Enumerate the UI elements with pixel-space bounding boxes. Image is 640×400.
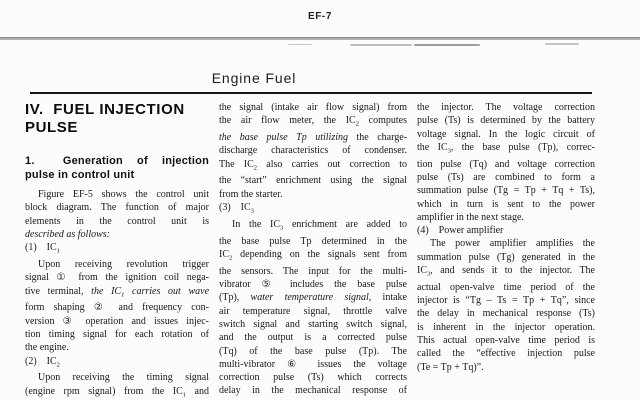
text-line: The $IC_2$ also carries out correction to — [219, 158, 408, 172]
text-line: Upon receiving revolution trigger — [38, 258, 209, 270]
h1-block — [25, 101, 209, 137]
text-line: (1) $IC_1$ — [25, 242, 60, 255]
text-line: pulse in control unit — [25, 168, 135, 181]
text-line: the “start” enrichment using the signal — [219, 175, 407, 187]
text-line: the air flow meter, the $IC_2$ computes — [219, 115, 407, 128]
scan-artifact — [545, 43, 579, 45]
text-line: from the starter. — [219, 188, 283, 200]
text-line: delay in the mechanical response of — [219, 385, 407, 397]
text-line: the $IC_3$, the base pulse (Tp), correc- — [417, 141, 596, 155]
scan-artifact — [350, 44, 412, 46]
body-block — [25, 188, 209, 400]
text-line: vibrator ⑤ includes the base pulse — [219, 279, 407, 291]
title-rule — [30, 92, 592, 94]
text-line: air temperature signal, throttle valve — [219, 305, 407, 317]
text-line: (engine rpm signal) from the $IC_1$ and — [25, 385, 209, 399]
text-line: described as follows: — [25, 228, 110, 240]
text-line: summation pulse (Tg) generated in the — [417, 251, 595, 263]
text-line: the delay in mechanical response (Ts) — [417, 308, 595, 320]
text-line: (Te = Tp + Tq)”. — [417, 361, 484, 373]
body-block — [219, 101, 407, 398]
text-line: elements in the control unit is — [25, 215, 209, 227]
text-line: amplifier in the next stage. — [417, 211, 524, 223]
text-line: injector is “Tg – Ts = Tp + Tq”, since — [417, 295, 595, 307]
text-line: The power amplifier amplifies the — [430, 238, 595, 250]
text-line: summation pulse (Tg = Tp + Tq + Ts), — [417, 185, 595, 197]
text-line: voltage signal. In the logic circuit of — [417, 128, 595, 140]
text-line: block diagram. The function of major — [25, 202, 209, 214]
scan-artifact — [288, 44, 312, 45]
text-line: $IC_3$, and sends it to the injector. The — [417, 265, 595, 278]
text-line: multi-vibrator ⑥ issues the voltage — [219, 358, 407, 370]
column-right — [417, 101, 595, 400]
text-line: IV. FUEL INJECTION — [25, 101, 185, 118]
text-line: the base pulse Tp determined in the — [219, 235, 407, 247]
scan-artifact — [414, 44, 480, 46]
header-divider — [0, 37, 640, 40]
text-line: PULSE — [25, 119, 79, 136]
text-line: discharge characteristics of condenser. — [219, 145, 407, 157]
text-line: In the $IC_3$ enrichment are added to — [232, 218, 407, 232]
text-columns — [25, 98, 595, 400]
text-line: signal ① from the ignition coil nega- — [25, 272, 209, 284]
text-line: This actual open-valve time period is — [417, 335, 595, 347]
text-line: (Tq) of the base pulse (Tp). The — [219, 345, 407, 357]
text-line: Figure EF-5 shows the control unit — [38, 189, 209, 200]
h2-block — [25, 155, 209, 182]
text-line: (4) Power amplifier — [417, 225, 504, 237]
text-line: the engine. — [25, 342, 69, 354]
text-line: (2) $IC_2$ — [25, 355, 60, 369]
text-line: is inherent in the injector operation. — [417, 321, 595, 333]
text-line: form shaping ② and frequency con- — [25, 302, 209, 314]
text-line: the sensors. The input for the multi- — [219, 265, 407, 277]
column-middle — [219, 101, 407, 400]
body-block — [417, 101, 595, 374]
text-line: which in turn is sent to the power — [417, 198, 595, 210]
text-line: the base pulse Tp utilizing the charge- — [219, 132, 408, 144]
text-line: tive terminal, the $IC_1$ carries out wave — [25, 285, 210, 299]
text-line: the injector. The voltage correction — [417, 102, 595, 113]
section-title: Engine Fuel — [211, 70, 297, 86]
text-line: $IC_2$ depending on the signals sent from — [219, 248, 407, 262]
column-left — [25, 101, 209, 400]
text-line: and the output is a corrected pulse — [219, 332, 407, 344]
text-line: correction pulse (Ts) which corrects — [219, 372, 407, 384]
text-line: actual open-valve time period of the — [417, 281, 595, 293]
text-line: switch signal and starting switch signal, — [219, 318, 407, 330]
page-code: EF-7 — [307, 11, 333, 22]
text-line: tion pulse (Tq) and voltage correction — [417, 158, 595, 170]
text-line: 1. Generation of injection — [25, 155, 209, 167]
text-line: the signal (intake air flow signal) from — [219, 102, 407, 113]
text-line: (3) $IC_3$ — [219, 202, 254, 215]
text-line: pulse (Ts) is determined by the battery — [417, 115, 595, 127]
text-line: pulse (Ts) are combined to form a — [417, 171, 595, 183]
text-line: tion timing signal for each rotation of — [25, 328, 209, 340]
text-line: version ③ operation and issues injec- — [25, 315, 209, 327]
text-line: called the “effective injection pulse — [417, 348, 595, 360]
text-line: Upon receiving the timing signal — [38, 372, 209, 384]
text-line: (Tp), water temperature signal, intake — [219, 292, 407, 304]
